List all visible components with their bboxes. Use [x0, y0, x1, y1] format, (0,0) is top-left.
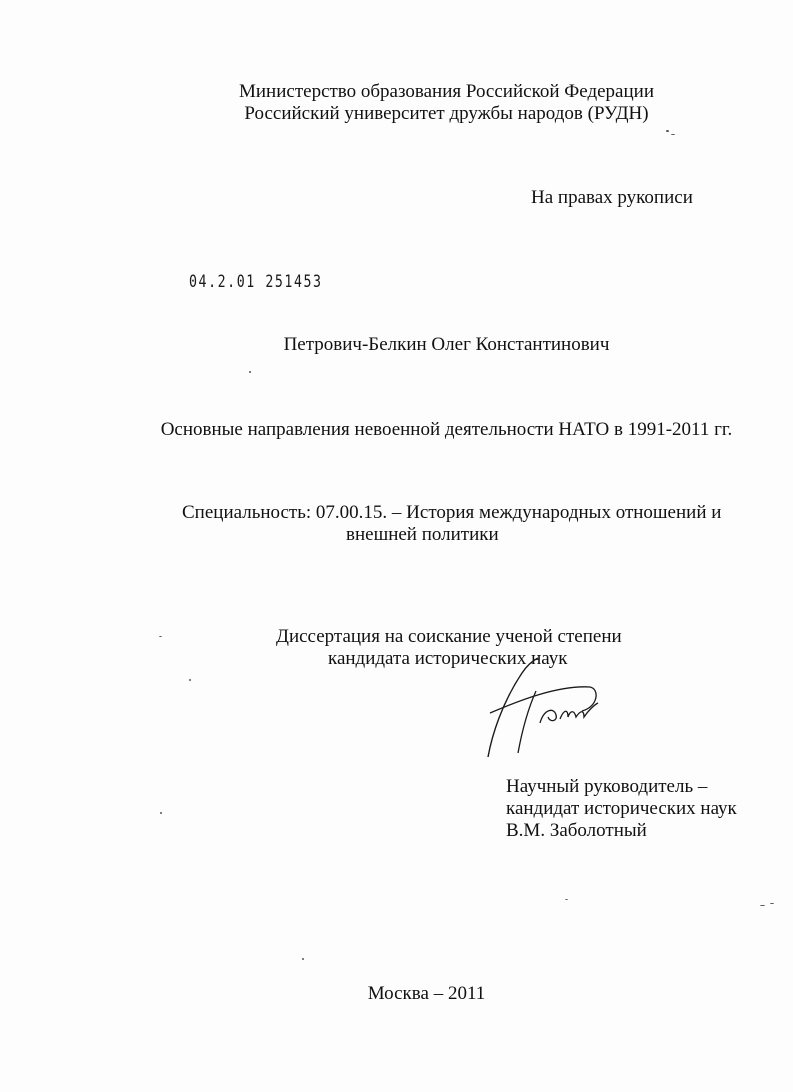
specialty-line-1: Специальность: 07.00.15. – История международных отношений и: [182, 502, 722, 523]
scan-speck: [760, 905, 765, 906]
registration-number-stamp: 04.2.01 251453: [189, 272, 323, 292]
university-heading: Российский университет дружбы народов (РУДН): [244, 103, 649, 124]
scan-speck: [159, 636, 162, 637]
degree-line-2: кандидата исторических наук: [328, 648, 568, 669]
supervisor-name: В.М. Заболотный: [506, 820, 647, 841]
scan-speck: [770, 903, 774, 904]
scan-speck: [302, 958, 304, 960]
specialty-line-2: внешней политики: [346, 524, 499, 545]
degree-line-1: Диссертация на соискание ученой степени: [276, 626, 622, 647]
city-year: Москва – 2011: [367, 983, 486, 1004]
signature-stroke-1: [488, 658, 538, 757]
rights-notice: На правах рукописи: [531, 187, 693, 208]
author-name: Петрович-Белкин Олег Константинович: [283, 334, 610, 355]
scan-speck: [249, 371, 251, 373]
scan-speck: [666, 130, 669, 132]
scan-speck: [189, 679, 191, 681]
signature-stroke-2: [490, 687, 596, 753]
scan-speck: [671, 134, 675, 135]
dissertation-title: Основные направления невоенной деятельности НАТО в 1991-2011 гг.: [160, 419, 733, 440]
supervisor-role: Научный руководитель –: [506, 776, 708, 797]
scan-speck: [565, 899, 568, 900]
signature: [478, 655, 608, 760]
signature-stroke-3: [540, 703, 598, 723]
ministry-heading: Министерство образования Российской Федерации: [239, 81, 654, 102]
supervisor-degree: кандидат исторических наук: [506, 798, 737, 819]
scan-speck: [160, 812, 162, 814]
